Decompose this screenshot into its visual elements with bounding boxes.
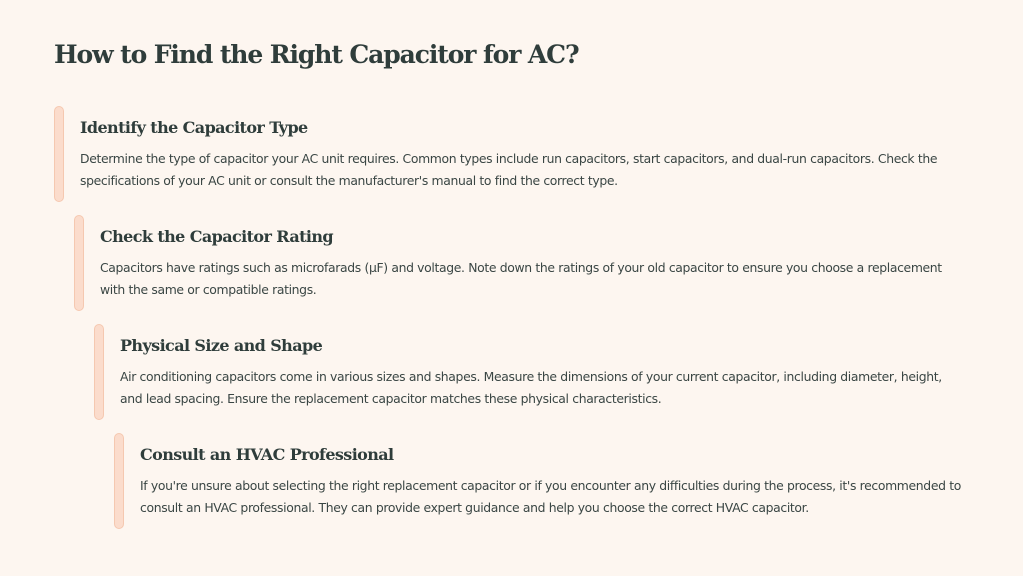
step-accent-bar [114, 433, 124, 529]
step-heading: Identify the Capacitor Type [80, 118, 308, 137]
step-accent-bar [74, 215, 84, 311]
step-description: Air conditioning capacitors come in various sizes and shapes. Measure the dimensions of your current capacitor, including diameter, height, and lead spacing. Ensure the replacement capacitor matches these physical characteristics. [120, 369, 942, 406]
step-heading: Consult an HVAC Professional [140, 445, 394, 464]
step-heading: Check the Capacitor Rating [100, 227, 333, 246]
step-description: Capacitors have ratings such as microfarads (μF) and voltage. Note down the ratings of your old capacitor to ensure you choose a replacement with the same or compatible ratings. [100, 260, 942, 297]
step-description: If you're unsure about selecting the right replacement capacitor or if you encounter any difficulties during the process, it's recommended to consult an HVAC professional. They can provide expert guidance and help you choose the correct HVAC capacitor. [140, 478, 961, 515]
page-title: How to Find the Right Capacitor for AC? [54, 40, 579, 69]
step-accent-bar [54, 106, 64, 202]
step-accent-bar [94, 324, 104, 420]
step-description: Determine the type of capacitor your AC unit requires. Common types include run capacitors, start capacitors, and dual-run capacitors. Check the specifications of your AC unit or consult the manufacturer's manual to find the correct type. [80, 151, 938, 188]
step-heading: Physical Size and Shape [120, 336, 323, 355]
